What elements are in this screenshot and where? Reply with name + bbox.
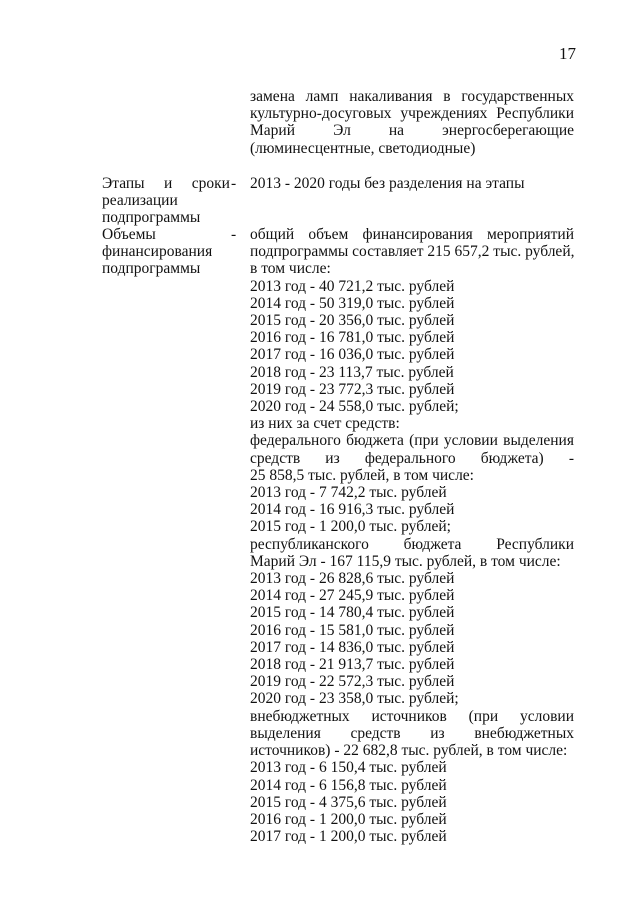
intro-line: культурно-досуговых учреждениях Республики — [250, 105, 574, 123]
stages-label-line — [102, 175, 230, 192]
funding-line: из них за счет средств: — [250, 415, 400, 433]
funding-year-line: 2018 год - 21 913,7 тыс. рублей — [250, 656, 455, 674]
intro-paragraph — [250, 88, 574, 157]
funding-year-line: 2019 год - 23 772,3 тыс. рублей — [250, 380, 455, 398]
funding-year-line: 2016 год - 1 200,0 тыс. рублей — [250, 810, 447, 828]
funding-line: 25 858,5 тыс. рублей, в том числе: — [250, 466, 474, 484]
funding-year-line: 2015 год - 20 356,0 тыс. рублей — [250, 312, 455, 330]
page-number: 17 — [559, 44, 576, 63]
funding-year-line: 2013 год - 40 721,2 тыс. рублей — [250, 277, 455, 295]
funding-year-line: 2014 год - 27 245,9 тыс. рублей — [250, 587, 455, 605]
stages-value — [250, 175, 574, 192]
funding-year-line: 2014 год - 6 156,8 тыс. рублей — [250, 776, 447, 794]
funding-text — [250, 226, 574, 845]
stages-label-line: подпрограммы — [102, 209, 201, 227]
stages-label-word: и — [164, 175, 173, 192]
intro-line: замена ламп накаливания в государственных — [250, 88, 574, 105]
funding-year-line: 2020 год - 24 558,0 тыс. рублей; — [250, 398, 459, 416]
funding-line: подпрограммы составляет 215 657,2 тыс. рублей, — [250, 243, 575, 261]
funding-year-line: 2015 год - 14 780,4 тыс. рублей — [250, 604, 455, 622]
funding-line: источников) - 22 682,8 тыс. рублей, в том числе: — [250, 742, 568, 760]
funding-year-line: 2015 год - 1 200,0 тыс. рублей; — [250, 518, 451, 536]
stages-value-text: 2013 - 2020 годы без разделения на этапы — [250, 175, 525, 192]
funding-year-line: 2015 год - 4 375,6 тыс. рублей — [250, 793, 447, 811]
funding-year-line: 2017 год - 1 200,0 тыс. рублей — [250, 828, 447, 846]
funding-year-line: 2018 год - 23 113,7 тыс. рублей — [250, 363, 454, 381]
funding-year-line: 2013 год - 7 742,2 тыс. рублей — [250, 484, 447, 502]
funding-year-line: 2013 год - 6 150,4 тыс. рублей — [250, 759, 447, 777]
funding-year-line: 2017 год - 16 036,0 тыс. рублей — [250, 346, 455, 364]
funding-line: выделения средств из внебюджетных — [250, 724, 574, 742]
funding-line: в том числе: — [250, 260, 331, 278]
funding-year-line: 2016 год - 16 781,0 тыс. рублей — [250, 329, 455, 347]
stages-label-word: Этапы — [102, 175, 145, 192]
funding-line: Марий Эл - 167 115,9 тыс. рублей, в том числе: — [250, 552, 561, 570]
funding-label-line: финансирования — [102, 243, 213, 261]
funding-label — [102, 226, 230, 278]
intro-line: Марий Эл на энергосберегающие — [250, 122, 574, 140]
intro-line: (люминесцентные, светодиодные) — [250, 139, 476, 157]
funding-year-line: 2016 год - 15 581,0 тыс. рублей — [250, 621, 455, 639]
stages-label-word: сроки — [191, 175, 230, 192]
funding-line: республиканского бюджета Республики — [250, 535, 574, 553]
stages-dash: - — [231, 175, 237, 192]
funding-line: средств из федерального бюджета) - — [250, 449, 574, 467]
stages-label-line: реализации — [102, 192, 178, 210]
funding-dash: - — [231, 226, 237, 243]
funding-year-line: 2019 год - 22 572,3 тыс. рублей — [250, 673, 455, 691]
funding-year-line: 2020 год - 23 358,0 тыс. рублей; — [250, 690, 459, 708]
funding-label-line: подпрограммы — [102, 260, 201, 278]
funding-year-line: 2014 год - 50 319,0 тыс. рублей — [250, 294, 455, 312]
funding-line: федерального бюджета (при условии выделения — [250, 432, 574, 450]
funding-line: общий объем финансирования мероприятий — [250, 226, 574, 243]
funding-year-line: 2014 год - 16 916,3 тыс. рублей — [250, 501, 455, 519]
funding-line: внебюджетных источников (при условии — [250, 707, 574, 725]
stages-label — [102, 175, 230, 227]
funding-year-line: 2013 год - 26 828,6 тыс. рублей — [250, 570, 455, 588]
funding-label-line: Объемы — [102, 226, 156, 243]
funding-year-line: 2017 год - 14 836,0 тыс. рублей — [250, 638, 455, 656]
